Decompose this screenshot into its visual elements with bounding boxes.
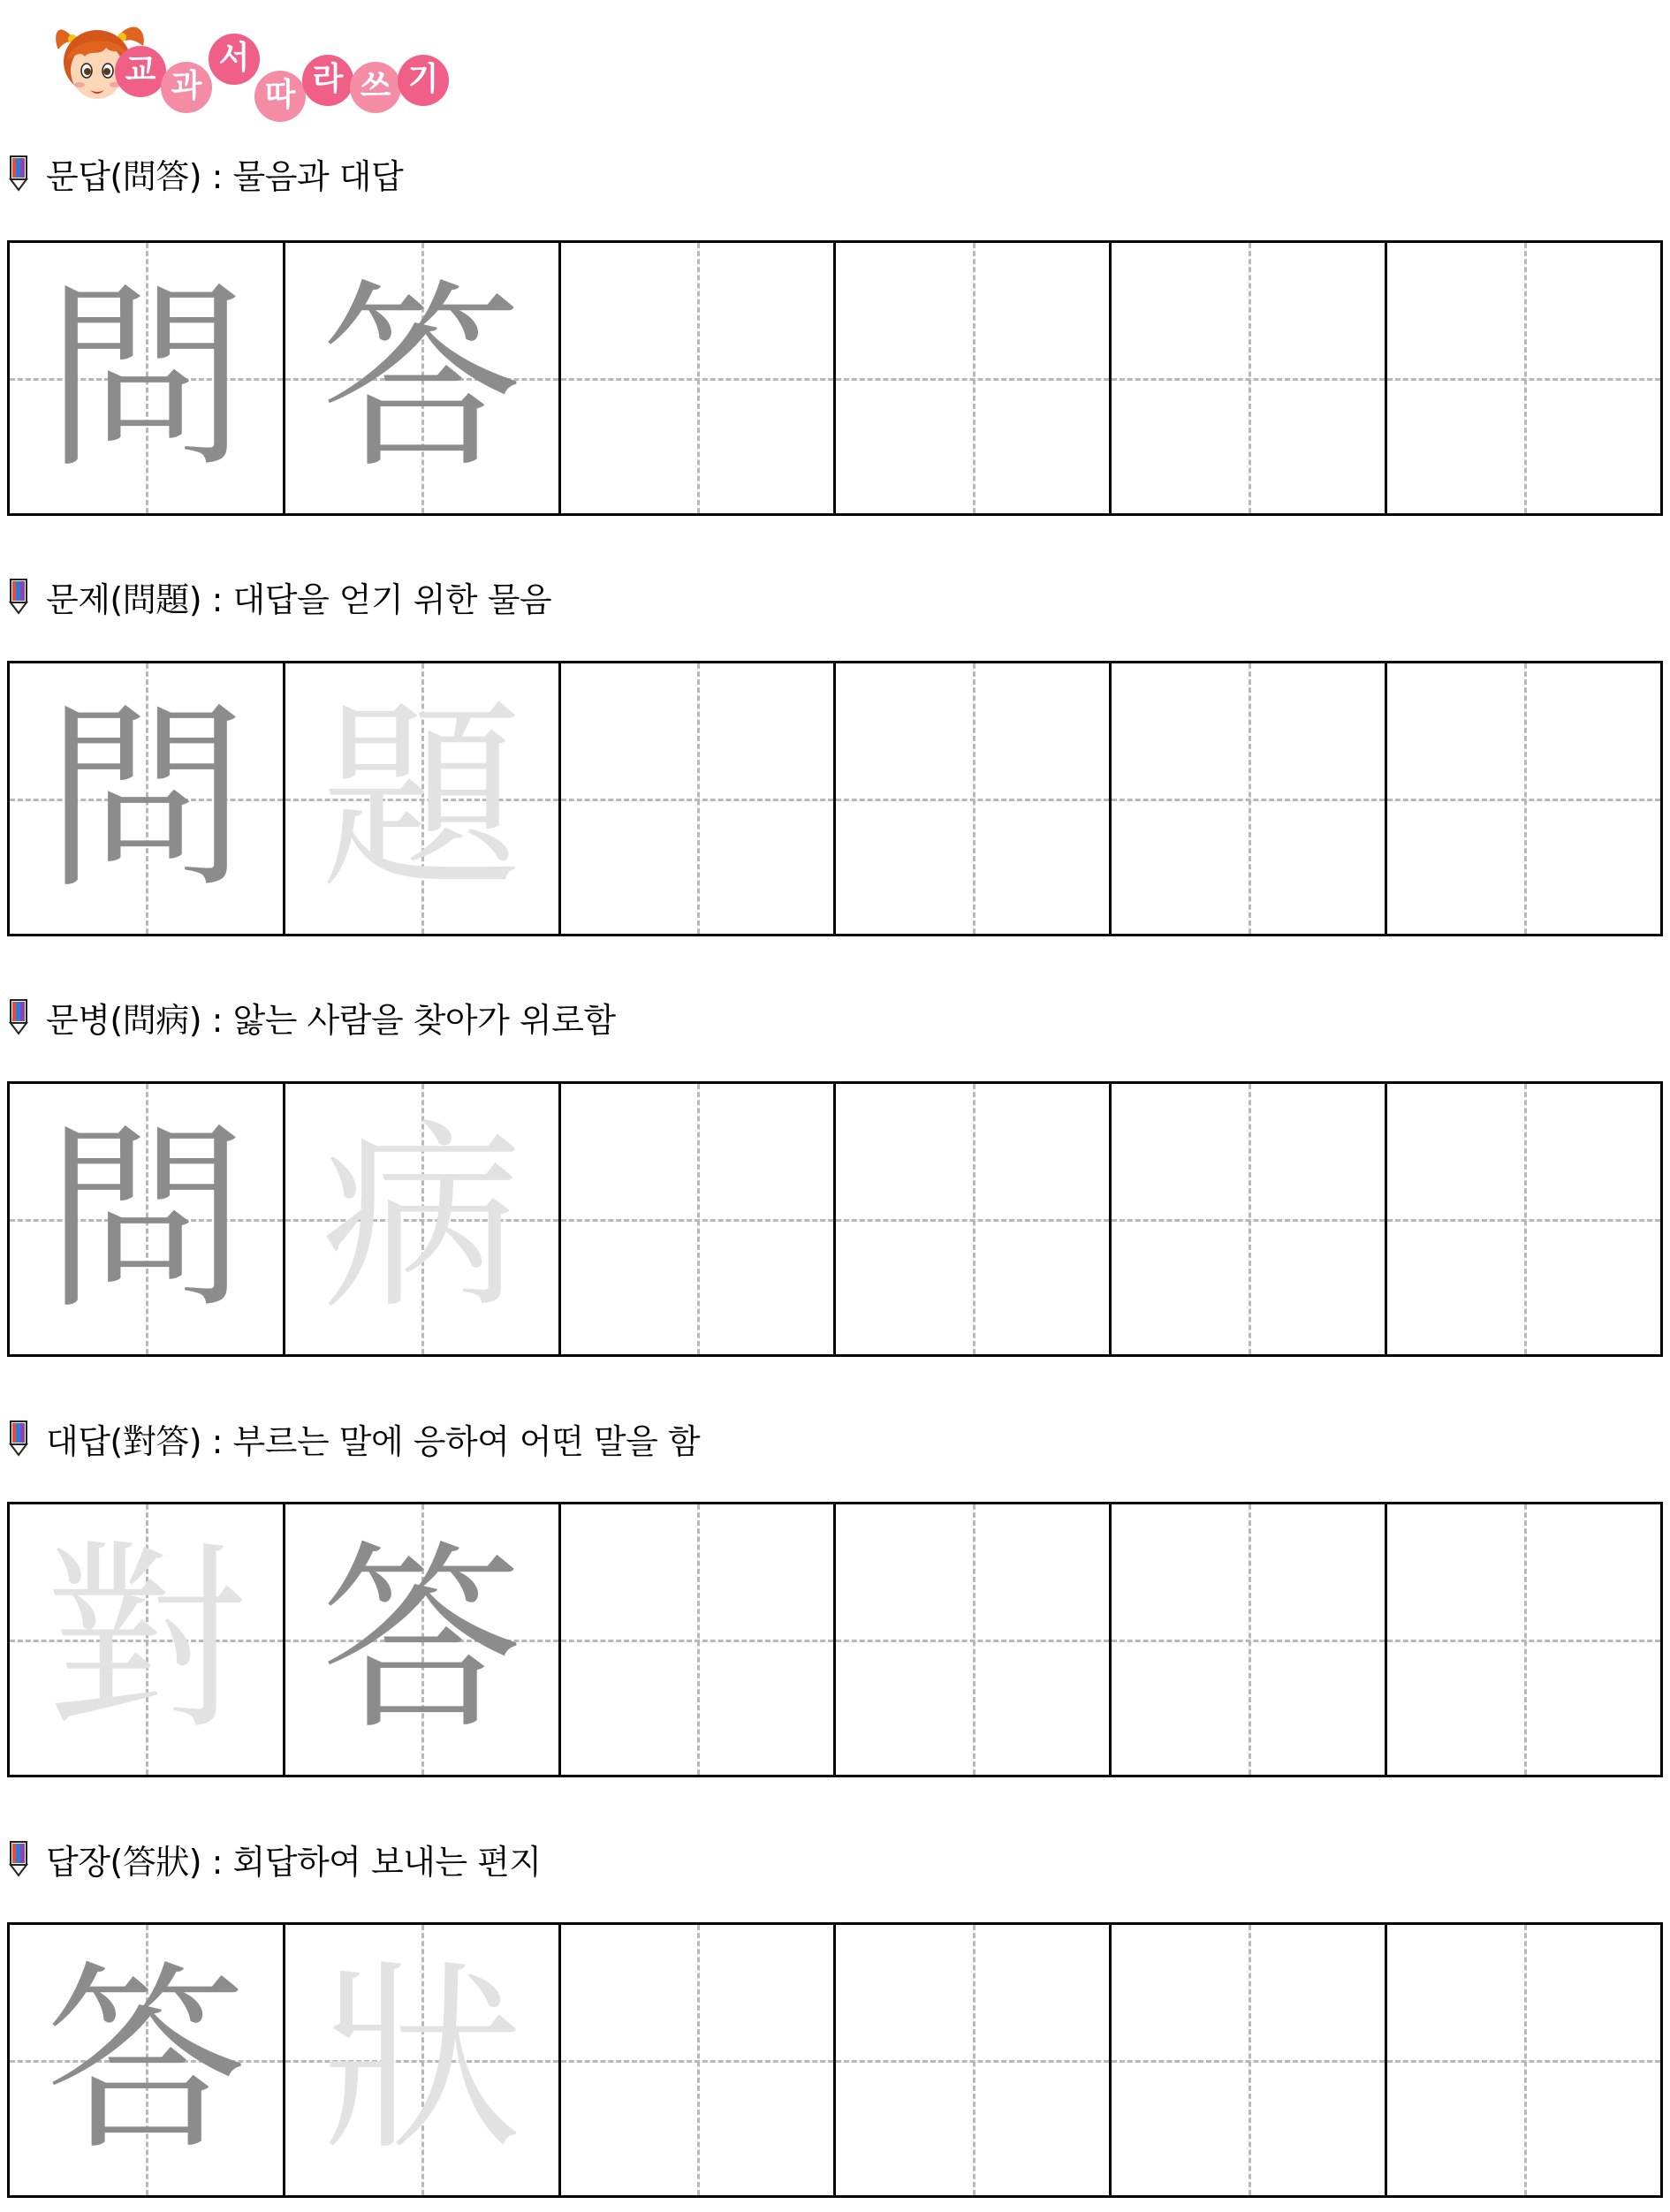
logo-char: 과 (161, 62, 212, 113)
word-definition: 대답(對答) : 부르는 말에 응하여 어떤 말을 함 (46, 1421, 701, 1461)
textbook-copy-logo (51, 0, 475, 124)
word-definition: 문답(問答) : 물음과 대답 (46, 156, 404, 196)
trace-hanja: 答 (45, 1943, 247, 2178)
trace-hanja: 答 (321, 1522, 523, 1757)
trace-hanja: 狀 (321, 1943, 523, 2178)
grid-cell[interactable] (1387, 1504, 1660, 1775)
logo-char: 서 (209, 34, 260, 85)
writing-grid (7, 1922, 1663, 2198)
writing-grid (7, 1502, 1663, 1777)
section-header (7, 153, 404, 196)
word-definition: 답장(答狀) : 회답하여 보내는 편지 (46, 1842, 542, 1882)
grid-cell[interactable] (561, 1925, 837, 2195)
pencil-icon (7, 155, 30, 192)
grid-cell[interactable] (1112, 1925, 1387, 2195)
trace-hanja: 問 (45, 681, 247, 916)
logo-char: 라 (302, 55, 353, 106)
grid-cell[interactable] (1112, 663, 1387, 934)
trace-hanja: 問 (45, 1102, 247, 1337)
trace-hanja: 題 (321, 681, 523, 916)
grid-cell[interactable] (1387, 663, 1660, 934)
pencil-icon (7, 1840, 30, 1877)
writing-grid (7, 240, 1663, 516)
section-header (7, 1418, 701, 1461)
section-header (7, 576, 551, 617)
trace-hanja: 問 (45, 261, 247, 496)
grid-cell[interactable] (836, 243, 1112, 513)
pencil-icon (7, 998, 30, 1035)
grid-cell[interactable] (285, 243, 561, 513)
writing-grid (7, 661, 1663, 936)
grid-cell[interactable] (561, 1084, 837, 1354)
grid-cell[interactable] (285, 663, 561, 934)
grid-cell[interactable] (1112, 1504, 1387, 1775)
grid-cell[interactable] (1387, 1925, 1660, 2195)
logo-char: 쓰 (350, 62, 401, 113)
grid-cell[interactable] (561, 243, 837, 513)
word-definition: 문제(問題) : 대답을 얻기 위한 물음 (46, 580, 552, 619)
grid-cell[interactable] (10, 243, 285, 513)
grid-cell[interactable] (10, 1084, 285, 1354)
grid-cell[interactable] (10, 663, 285, 934)
grid-cell[interactable] (1112, 1084, 1387, 1354)
grid-cell[interactable] (1112, 243, 1387, 513)
grid-cell[interactable] (1387, 243, 1660, 513)
grid-cell[interactable] (836, 663, 1112, 934)
grid-cell[interactable] (836, 1504, 1112, 1775)
trace-hanja: 對 (45, 1522, 247, 1757)
logo-char: 교 (115, 46, 166, 97)
grid-cell[interactable] (561, 663, 837, 934)
grid-cell[interactable] (285, 1504, 561, 1775)
grid-cell[interactable] (1387, 1084, 1660, 1354)
logo-char: 따 (254, 71, 306, 122)
grid-cell[interactable] (561, 1504, 837, 1775)
section-header (7, 996, 616, 1040)
grid-cell[interactable] (285, 1084, 561, 1354)
trace-hanja: 答 (321, 261, 523, 496)
pencil-icon (7, 1420, 30, 1457)
pencil-icon (7, 578, 30, 615)
grid-cell[interactable] (836, 1925, 1112, 2195)
grid-cell[interactable] (285, 1925, 561, 2195)
word-definition: 문병(問病) : 앓는 사람을 찾아가 위로함 (46, 1000, 616, 1040)
section-header (7, 1838, 542, 1882)
grid-cell[interactable] (10, 1504, 285, 1775)
grid-cell[interactable] (836, 1084, 1112, 1354)
grid-cell[interactable] (10, 1925, 285, 2195)
logo-char: 기 (398, 55, 449, 106)
trace-hanja: 病 (321, 1102, 523, 1337)
writing-grid (7, 1081, 1663, 1357)
